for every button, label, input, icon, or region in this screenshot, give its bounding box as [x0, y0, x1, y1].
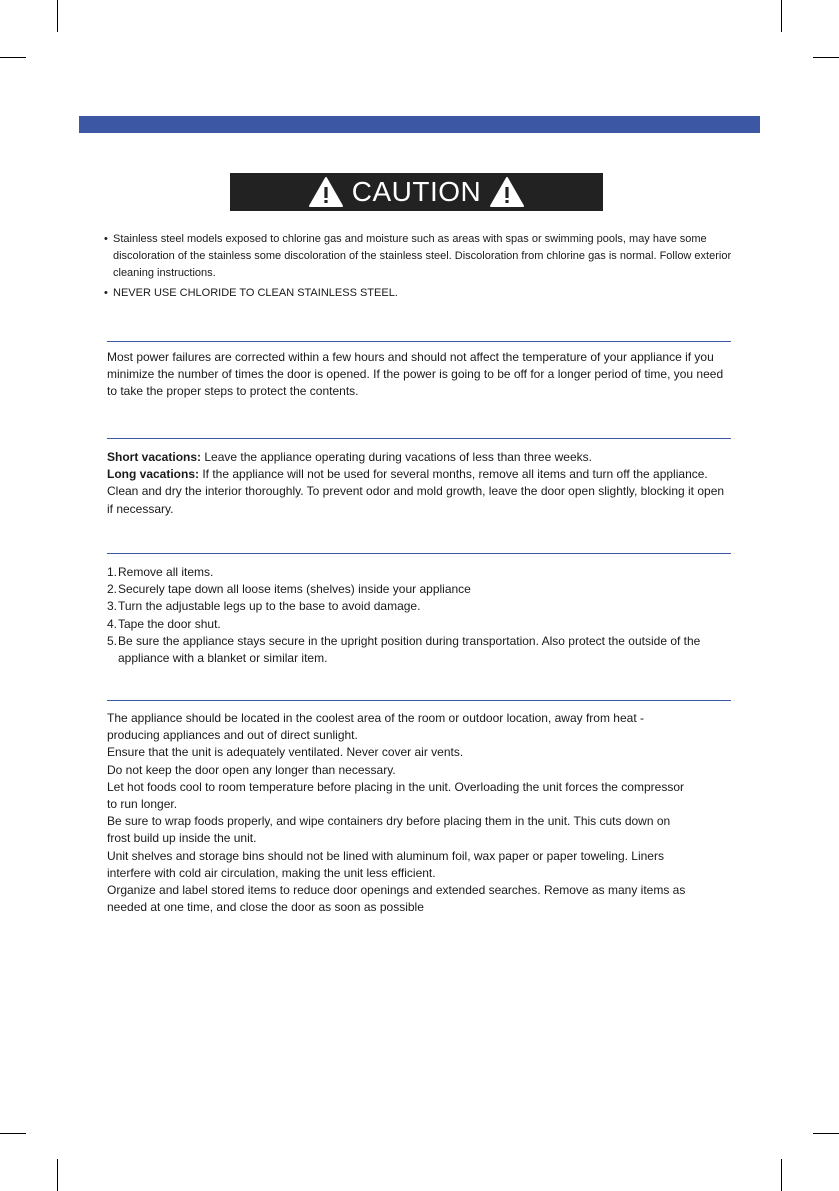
moving-step — [107, 633, 727, 667]
moving-step — [107, 598, 727, 615]
caution-title: CAUTION — [351, 176, 482, 207]
crop-mark — [0, 1133, 26, 1134]
moving-section — [107, 564, 727, 667]
crop-mark — [57, 1159, 58, 1191]
moving-step — [107, 564, 727, 581]
header-band — [79, 116, 760, 133]
long-vacation-label: Long vacations: — [107, 467, 200, 482]
step-number: 4. — [107, 616, 118, 631]
step-text: Securely tape down all loose items (shelves) inside your appliance — [118, 582, 471, 597]
section-rule — [107, 553, 731, 554]
long-vacation-paragraph — [107, 466, 727, 518]
energy-tips-section — [107, 710, 687, 916]
caution-bullet-text: NEVER USE CHLORIDE TO CLEAN STAINLESS STEEL. — [113, 287, 398, 299]
step-number: 3. — [107, 599, 118, 614]
energy-tip: The appliance should be located in the coolest area of the room or outdoor location, away from heat - producing appliances and out of direct sunlight. — [107, 711, 644, 743]
section-rule — [107, 341, 731, 342]
short-vacation-text: Leave the appliance operating during vacations of less than three weeks. — [201, 450, 592, 464]
energy-tip: Let hot foods cool to room temperature before placing in the unit. Overloading the unit forces the compressor to run longer. — [107, 779, 684, 812]
bullet-dot: • — [104, 233, 108, 245]
short-vacation-paragraph — [107, 449, 727, 466]
step-text: Be sure the appliance stays secure in the upright position during transportation. Also protect the outside of the appliance with a blanket or similar item. — [118, 633, 701, 666]
crop-mark — [781, 0, 782, 32]
power-failure-section — [107, 349, 727, 401]
energy-tip: Unit shelves and storage bins should not be lined with aluminum foil, wax paper or paper toweling. Liners interfere with cold air circulation, making the unit less efficient. — [107, 848, 664, 880]
short-vacation-label: Short vacations: — [107, 450, 202, 464]
power-failure-text: Most power failures are corrected within a few hours and should not affect the temperature of your appliance if you minimize the number of times the door is opened. If the power is going to be off for a longer period of time, you need to take the proper steps to protect the contents. — [107, 350, 724, 399]
long-vacation-text: If the appliance will not be used for several months, remove all items and turn off the appliance. Clean and dry the interior thoroughly. To prevent odor and mold growth, leave the door open slightly, blocking it open if necessary. — [107, 467, 725, 516]
energy-tip: Be sure to wrap foods properly, and wipe containers dry before placing them in the unit. This cuts down on frost build up inside the unit. — [107, 814, 671, 846]
crop-mark — [57, 0, 58, 32]
crop-mark — [813, 1133, 839, 1134]
moving-step — [107, 616, 727, 633]
bullet-dot: • — [104, 287, 108, 299]
step-text: Tape the door shut. — [118, 616, 221, 631]
step-number: 5. — [107, 633, 118, 648]
moving-steps — [107, 564, 727, 667]
section-rule — [107, 700, 731, 701]
step-text: Turn the adjustable legs up to the base to avoid damage. — [118, 599, 421, 614]
crop-mark — [781, 1159, 782, 1191]
energy-tip: Organize and label stored items to reduce door openings and extended searches. Remove as many items as needed at one time, and close the door as soon as possible — [107, 883, 686, 915]
step-number: 1. — [107, 565, 118, 579]
caution-list — [104, 231, 744, 302]
step-number: 2. — [107, 582, 118, 597]
section-rule — [107, 438, 731, 439]
caution-bullet — [104, 231, 744, 282]
energy-tip: Do not keep the door open any longer than necessary. — [107, 762, 396, 777]
step-text: Remove all items. — [118, 565, 214, 579]
energy-tip: Ensure that the unit is adequately ventilated. Never cover air vents. — [107, 745, 464, 760]
caution-bullet-text: Stainless steel models exposed to chlorine gas and moisture such as areas with spas or swimming pools, may have some discoloration of the stainless some discoloration of the stainless steel. Discoloration from chlorine gas is normal. Follow exterior cleaning instructions. — [113, 233, 732, 279]
caution-banner — [230, 173, 603, 211]
warning-icon — [489, 176, 525, 208]
moving-step — [107, 581, 727, 598]
warning-icon — [308, 176, 344, 208]
vacation-section — [107, 449, 727, 518]
crop-mark — [813, 57, 839, 58]
caution-bullet — [104, 285, 744, 302]
crop-mark — [0, 57, 26, 58]
